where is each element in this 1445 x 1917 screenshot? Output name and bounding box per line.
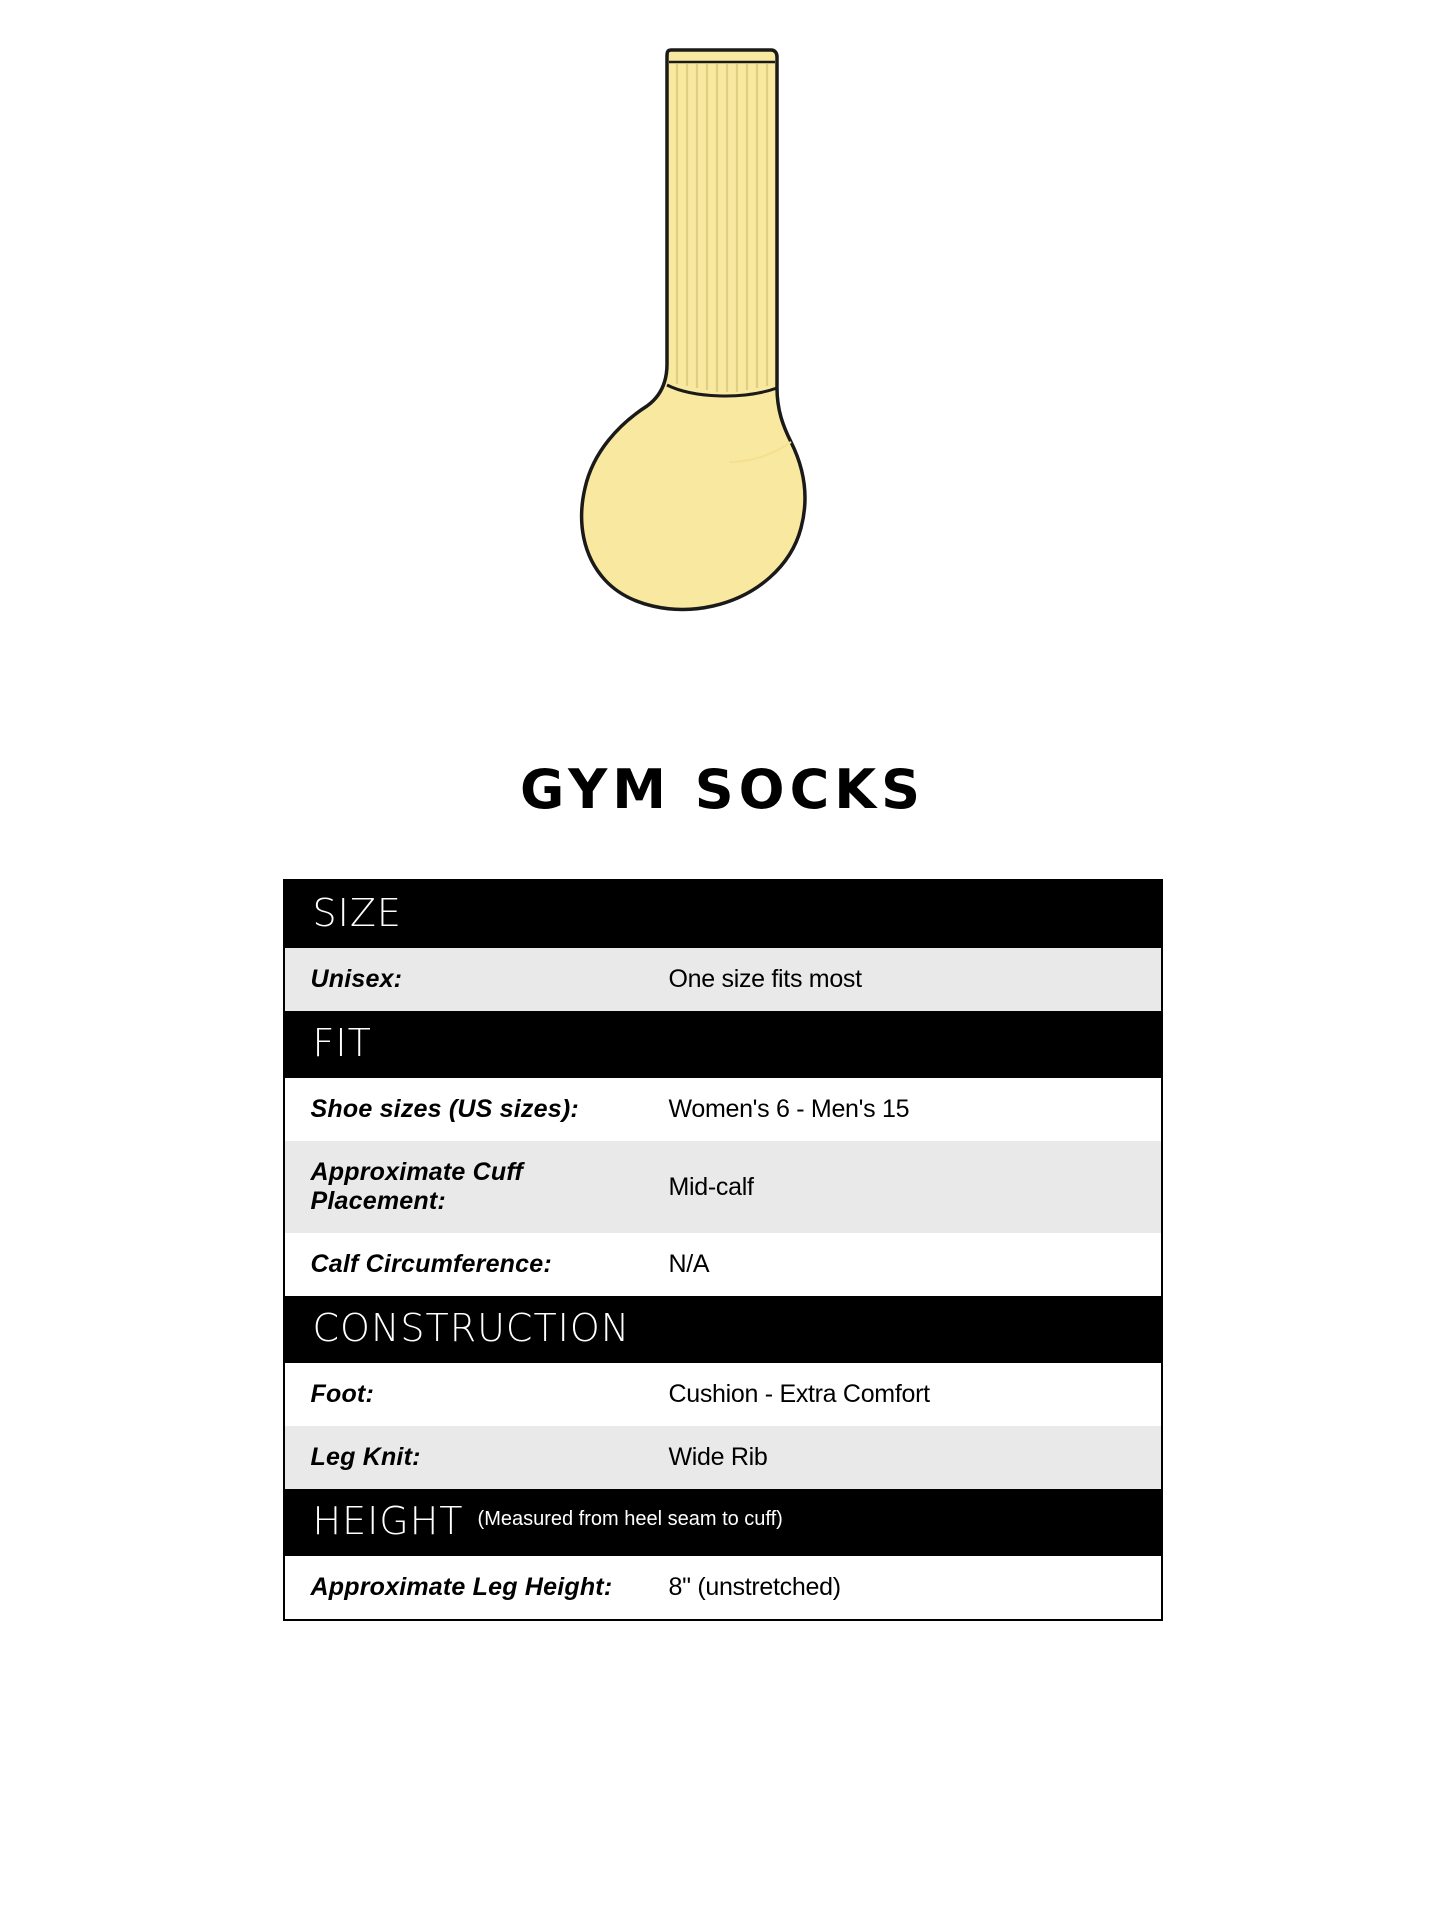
row-value: Women's 6 - Men's 15 [641,1078,1162,1141]
size-spec-table-body [284,880,1162,1620]
section-header-row [284,1296,1162,1363]
section-title: HEIGHT [312,1499,464,1543]
table-row [284,1556,1162,1620]
section-title: SIZE [312,891,402,935]
crew-sock-illustration [543,38,903,688]
section-header-row [284,1489,1162,1556]
table-row [284,1426,1162,1489]
row-label: Foot: [284,1363,641,1426]
row-value: 8" (unstretched) [641,1556,1162,1620]
row-label: Leg Knit: [284,1426,641,1489]
section-title: CONSTRUCTION [312,1306,631,1350]
row-value: Wide Rib [641,1426,1162,1489]
row-label: Approximate Cuff Placement: [284,1141,641,1233]
row-value: One size fits most [641,948,1162,1011]
section-header-cell [284,1489,1162,1556]
section-title: FIT [312,1021,372,1065]
row-value: Mid-calf [641,1141,1162,1233]
table-row [284,1233,1162,1296]
section-header-cell [284,1011,1162,1078]
row-label: Calf Circumference: [284,1233,641,1296]
section-note: (Measured from heel seam to cuff) [477,1507,783,1530]
section-header-cell [284,880,1162,948]
table-row [284,1363,1162,1426]
table-row [284,1141,1162,1233]
row-label: Unisex: [284,948,641,1011]
table-row [284,1078,1162,1141]
row-label: Shoe sizes (US sizes): [284,1078,641,1141]
size-spec-table [283,879,1163,1621]
row-label: Approximate Leg Height: [284,1556,641,1620]
row-value: Cushion - Extra Comfort [641,1363,1162,1426]
page-title: GYM SOCKS [520,758,925,821]
section-header-row [284,880,1162,948]
section-header-row [284,1011,1162,1078]
table-row [284,948,1162,1011]
sock-illustration-container [513,38,933,698]
row-value: N/A [641,1233,1162,1296]
section-header-cell [284,1296,1162,1363]
